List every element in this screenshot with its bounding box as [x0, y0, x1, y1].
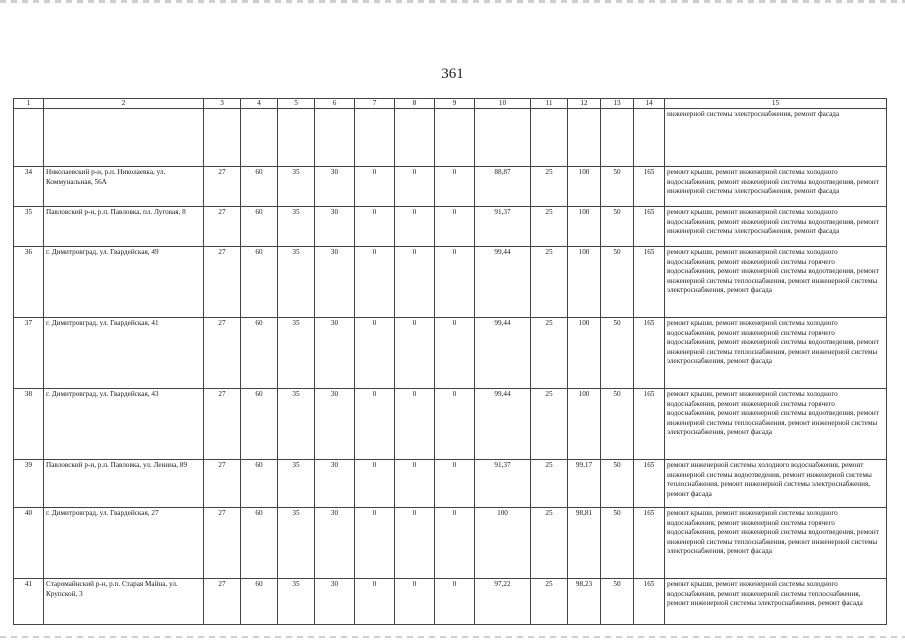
value-cell: 27 — [204, 579, 241, 625]
table-row — [14, 207, 887, 247]
value-cell: 60 — [241, 167, 278, 207]
address-cell: Павловский р-н, р.п. Павловка, ул. Ленина, 89 — [44, 460, 204, 508]
value-cell: 0 — [355, 247, 395, 318]
works-cell: ремонт крыши, ремонт инженерной системы холодного водоснабжения, ремонт инженерной системы горячего водоснабжения, ремонт инженерной системы водоотведения, ремонт инженерной системы теплоснабжения, ремонт инженерной системы электроснабжения, ремонт фасада — [665, 389, 887, 460]
value-cell: 0 — [435, 247, 475, 318]
cell — [14, 109, 44, 167]
works-cell: ремонт инженерной системы холодного водоснабжения, ремонт инженерной системы водоотведения, ремонт инженерной системы теплоснабжения, ремонт инженерной системы электроснабжения, ремонт фасада — [665, 460, 887, 508]
value-cell: 27 — [204, 508, 241, 579]
value-cell: 0 — [435, 167, 475, 207]
works-cell: ремонт крыши, ремонт инженерной системы холодного водоснабжения, ремонт инженерной системы горячего водоснабжения, ремонт инженерной системы водоотведения, ремонт инженерной системы теплоснабжения, ремонт инженерной системы электроснабжения, ремонт фасада — [665, 508, 887, 579]
value-cell: 35 — [278, 207, 315, 247]
value-cell: 30 — [315, 508, 355, 579]
value-cell: 35 — [278, 318, 315, 389]
cell — [315, 109, 355, 167]
table-row — [14, 318, 887, 389]
cell — [204, 109, 241, 167]
value-cell: 165 — [634, 207, 665, 247]
value-cell: 25 — [531, 207, 568, 247]
table-row — [14, 460, 887, 508]
value-cell: 165 — [634, 318, 665, 389]
works-cell: ремонт крыши, ремонт инженерной системы холодного водоснабжения, ремонт инженерной системы горячего водоснабжения, ремонт инженерной системы водоотведения, ремонт инженерной системы теплоснабжения, ремонт инженерной системы электроснабжения, ремонт фасада — [665, 247, 887, 318]
value-cell: 0 — [395, 389, 435, 460]
value-cell: 27 — [204, 460, 241, 508]
value-cell: 30 — [315, 207, 355, 247]
value-cell: 165 — [634, 508, 665, 579]
value-cell: 0 — [395, 508, 435, 579]
cell — [395, 109, 435, 167]
column-header: 10 — [475, 99, 531, 109]
value-cell: 91,37 — [475, 460, 531, 508]
value-cell: 0 — [435, 318, 475, 389]
value-cell: 30 — [315, 579, 355, 625]
value-cell: 99,44 — [475, 318, 531, 389]
value-cell: 0 — [435, 460, 475, 508]
value-cell: 98,23 — [568, 579, 601, 625]
value-cell: 0 — [435, 207, 475, 247]
cell — [531, 109, 568, 167]
value-cell: 100 — [568, 247, 601, 318]
value-cell: 0 — [435, 579, 475, 625]
address-cell: г. Димитровград, ул. Гвардейская, 49 — [44, 247, 204, 318]
column-header: 7 — [355, 99, 395, 109]
cell — [435, 109, 475, 167]
address-cell: Старомайнский р-н, р.п. Старая Майна, ул. Крупской, 3 — [44, 579, 204, 625]
value-cell: 0 — [355, 318, 395, 389]
value-cell: 165 — [634, 389, 665, 460]
value-cell: 60 — [241, 579, 278, 625]
address-cell: Николаевский р-н, р.п. Николаевка, ул. Коммунальная, 56А — [44, 167, 204, 207]
works-cell: инженерной системы электроснабжения, ремонт фасада — [665, 109, 887, 167]
value-cell: 60 — [241, 247, 278, 318]
value-cell: 50 — [601, 579, 634, 625]
value-cell: 35 — [278, 579, 315, 625]
value-cell: 60 — [241, 207, 278, 247]
value-cell: 165 — [634, 247, 665, 318]
cell — [278, 109, 315, 167]
page-number: 361 — [441, 66, 464, 82]
value-cell: 50 — [601, 318, 634, 389]
column-header: 11 — [531, 99, 568, 109]
value-cell: 30 — [315, 318, 355, 389]
address-cell: Павловский р-н, р.п. Павловка, пл. Луговая, 8 — [44, 207, 204, 247]
value-cell: 35 — [278, 460, 315, 508]
column-header: 4 — [241, 99, 278, 109]
value-cell: 91,37 — [475, 207, 531, 247]
cell — [44, 109, 204, 167]
column-header: 2 — [44, 99, 204, 109]
value-cell: 0 — [395, 167, 435, 207]
continuation-row — [14, 109, 887, 167]
address-cell: г. Димитровград, ул. Гвардейская, 43 — [44, 389, 204, 460]
works-cell: ремонт крыши, ремонт инженерной системы холодного водоснабжения, ремонт инженерной системы горячего водоснабжения, ремонт инженерной системы водоотведения, ремонт инженерной системы теплоснабжения, ремонт инженерной системы электроснабжения, ремонт фасада — [665, 318, 887, 389]
value-cell: 25 — [531, 389, 568, 460]
value-cell: 99,17 — [568, 460, 601, 508]
value-cell: 0 — [355, 460, 395, 508]
column-header: 13 — [601, 99, 634, 109]
value-cell: 27 — [204, 167, 241, 207]
row-number-cell: 34 — [14, 167, 44, 207]
value-cell: 0 — [355, 389, 395, 460]
row-number-cell: 38 — [14, 389, 44, 460]
scan-edge-top — [0, 0, 905, 3]
cell — [355, 109, 395, 167]
value-cell: 25 — [531, 247, 568, 318]
value-cell: 30 — [315, 247, 355, 318]
value-cell: 25 — [531, 318, 568, 389]
value-cell: 98,81 — [568, 508, 601, 579]
value-cell: 88,87 — [475, 167, 531, 207]
value-cell: 25 — [531, 508, 568, 579]
cell — [634, 109, 665, 167]
works-cell: ремонт крыши, ремонт инженерной системы холодного водоснабжения, ремонт инженерной системы водоотведения, ремонт инженерной системы электроснабжения, ремонт фасада — [665, 207, 887, 247]
row-number-cell: 40 — [14, 508, 44, 579]
cell — [241, 109, 278, 167]
value-cell: 30 — [315, 460, 355, 508]
value-cell: 30 — [315, 167, 355, 207]
value-cell: 100 — [568, 389, 601, 460]
column-header: 9 — [435, 99, 475, 109]
value-cell: 50 — [601, 167, 634, 207]
value-cell: 100 — [568, 207, 601, 247]
table-row — [14, 247, 887, 318]
column-header: 14 — [634, 99, 665, 109]
value-cell: 100 — [568, 318, 601, 389]
value-cell: 35 — [278, 247, 315, 318]
value-cell: 27 — [204, 207, 241, 247]
row-number-cell: 41 — [14, 579, 44, 625]
table-row — [14, 579, 887, 625]
value-cell: 50 — [601, 207, 634, 247]
value-cell: 0 — [435, 508, 475, 579]
value-cell: 100 — [568, 167, 601, 207]
value-cell: 60 — [241, 460, 278, 508]
value-cell: 165 — [634, 167, 665, 207]
value-cell: 165 — [634, 460, 665, 508]
works-cell: ремонт крыши, ремонт инженерной системы холодного водоснабжения, ремонт инженерной системы водоотведения, ремонт инженерной системы электроснабжения, ремонт фасада — [665, 167, 887, 207]
value-cell: 99,44 — [475, 247, 531, 318]
value-cell: 60 — [241, 508, 278, 579]
value-cell: 25 — [531, 579, 568, 625]
value-cell: 25 — [531, 167, 568, 207]
value-cell: 0 — [395, 318, 435, 389]
column-header: 1 — [14, 99, 44, 109]
value-cell: 0 — [355, 207, 395, 247]
column-header: 15 — [665, 99, 887, 109]
value-cell: 0 — [355, 167, 395, 207]
value-cell: 50 — [601, 389, 634, 460]
value-cell: 165 — [634, 579, 665, 625]
registry-table — [13, 98, 887, 625]
cell — [568, 109, 601, 167]
value-cell: 60 — [241, 318, 278, 389]
table-row — [14, 167, 887, 207]
column-header: 5 — [278, 99, 315, 109]
value-cell: 25 — [531, 460, 568, 508]
works-cell: ремонт крыши, ремонт инженерной системы холодного водоснабжения, ремонт инженерной системы теплоснабжения, ремонт инженерной системы электроснабжения, ремонт фасада — [665, 579, 887, 625]
value-cell: 0 — [435, 389, 475, 460]
column-header: 12 — [568, 99, 601, 109]
value-cell: 27 — [204, 318, 241, 389]
row-number-cell: 36 — [14, 247, 44, 318]
header-row — [14, 99, 887, 109]
row-number-cell: 35 — [14, 207, 44, 247]
value-cell: 0 — [395, 207, 435, 247]
address-cell: г. Димитровград, ул. Гвардейская, 41 — [44, 318, 204, 389]
table-row — [14, 508, 887, 579]
address-cell: г. Димитровград, ул. Гвардейская, 27 — [44, 508, 204, 579]
value-cell: 27 — [204, 247, 241, 318]
column-header: 3 — [204, 99, 241, 109]
value-cell: 30 — [315, 389, 355, 460]
value-cell: 0 — [355, 579, 395, 625]
table-row — [14, 389, 887, 460]
value-cell: 0 — [395, 579, 435, 625]
value-cell: 0 — [355, 508, 395, 579]
value-cell: 35 — [278, 167, 315, 207]
cell — [601, 109, 634, 167]
value-cell: 0 — [395, 460, 435, 508]
value-cell: 97,22 — [475, 579, 531, 625]
value-cell: 27 — [204, 389, 241, 460]
value-cell: 35 — [278, 508, 315, 579]
value-cell: 50 — [601, 508, 634, 579]
value-cell: 0 — [395, 247, 435, 318]
row-number-cell: 39 — [14, 460, 44, 508]
value-cell: 35 — [278, 389, 315, 460]
value-cell: 100 — [475, 508, 531, 579]
value-cell: 50 — [601, 460, 634, 508]
column-header: 8 — [395, 99, 435, 109]
value-cell: 50 — [601, 247, 634, 318]
scan-edge-bottom — [0, 636, 905, 638]
value-cell: 60 — [241, 389, 278, 460]
column-header: 6 — [315, 99, 355, 109]
value-cell: 99,44 — [475, 389, 531, 460]
row-number-cell: 37 — [14, 318, 44, 389]
cell — [475, 109, 531, 167]
